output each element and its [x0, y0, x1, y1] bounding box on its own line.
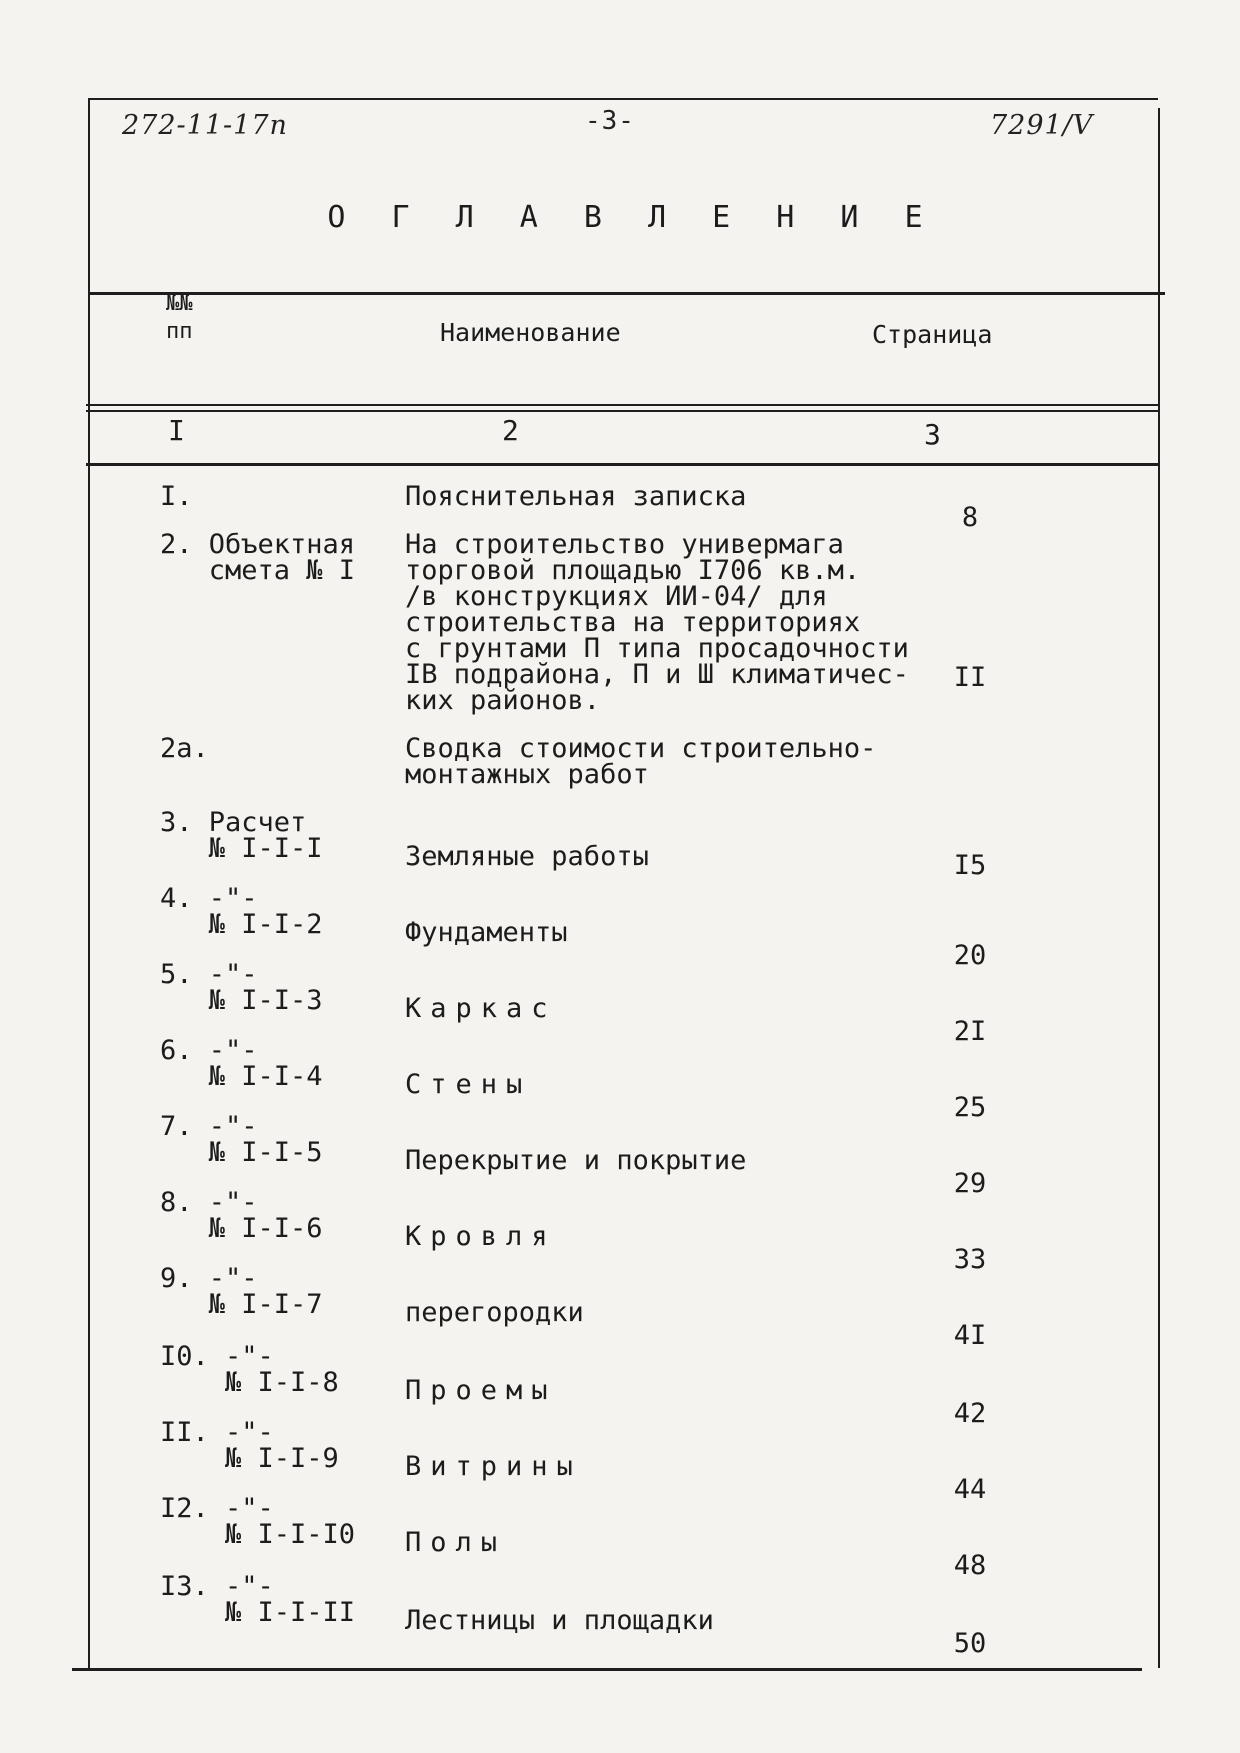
column-number-label: №№ пп: [166, 291, 193, 344]
row-number: 8. -"- № I-I-6: [160, 1187, 323, 1244]
row-page-number: 4I: [953, 1320, 987, 1351]
row-page-number: 42: [953, 1398, 987, 1429]
row-page-number: I5: [953, 850, 987, 881]
column-1-number: I: [168, 414, 185, 447]
header-bottom-rule: [86, 463, 1158, 466]
row-number: 6. -"- № I-I-4: [160, 1035, 323, 1092]
row-title: На строительство универмага торговой площадью I706 кв.м. /в конструкциях ИИ-04/ для строительства на территориях с грунтами П типа просадочности IВ подрайона, П и Ш климатичес- ких районов.: [405, 529, 909, 716]
row-title: перегородки: [405, 1297, 584, 1328]
row-title: Полы: [405, 1527, 507, 1558]
row-title: Фундаменты: [405, 917, 568, 948]
row-page-number: 48: [953, 1550, 987, 1581]
row-number: 3. Расчет № I-I-I: [160, 807, 323, 864]
row-title: Каркас: [405, 993, 557, 1024]
row-page-number: 2I: [953, 1016, 987, 1047]
left-border: [88, 98, 90, 1670]
row-title: Перекрытие и покрытие: [405, 1145, 747, 1176]
row-number: I0. -"- № I-I-8: [160, 1341, 339, 1398]
column-2-number: 2: [502, 414, 519, 447]
sheet-code: 7291/V: [990, 110, 1094, 141]
row-page-number: 8: [961, 502, 979, 533]
row-page-number: 33: [953, 1244, 987, 1275]
row-number: 4. -"- № I-I-2: [160, 883, 323, 940]
bottom-border: [72, 1668, 1142, 1671]
row-page-number: 29: [953, 1168, 987, 1199]
column-3-number: 3: [924, 418, 941, 451]
row-page-number: II: [953, 662, 987, 693]
row-page-number: 25: [953, 1092, 987, 1123]
header-mid-rule-2: [86, 410, 1158, 412]
row-title: Стены: [405, 1069, 532, 1100]
top-border: [88, 98, 1158, 100]
row-number: II. -"- № I-I-9: [160, 1417, 339, 1474]
row-page-number: 44: [953, 1474, 987, 1505]
row-number: 9. -"- № I-I-7: [160, 1263, 323, 1320]
right-border: [1158, 108, 1160, 1668]
document-code: 272-11-17п: [122, 110, 288, 141]
column-name-label: Наименование: [440, 318, 621, 347]
row-number: 2а.: [160, 733, 209, 764]
row-number: 7. -"- № I-I-5: [160, 1111, 323, 1168]
row-page-number: 50: [953, 1628, 987, 1659]
row-title: Кровля: [405, 1221, 557, 1252]
row-page-number: 20: [953, 940, 987, 971]
page-mark: -3-: [585, 106, 635, 136]
row-number: 2. Объектная смета № I: [160, 529, 356, 586]
row-title: Пояснительная записка: [405, 481, 747, 512]
row-title: Сводка стоимости строительно- монтажных работ: [405, 733, 877, 790]
column-page-label: Страница: [872, 320, 993, 349]
row-number: I2. -"- № I-I-I0: [160, 1493, 356, 1550]
row-number: I3. -"- № I-I-II: [160, 1571, 356, 1628]
row-title: Лестницы и площадки: [405, 1605, 714, 1636]
row-title: Проемы: [405, 1375, 557, 1406]
header-mid-rule: [86, 404, 1158, 406]
row-number: I.: [160, 481, 193, 512]
row-title: Витрины: [405, 1451, 582, 1482]
header-top-rule: [88, 292, 1165, 295]
page-title: О Г Л А В Л Е Н И Е: [327, 200, 937, 235]
row-number: 5. -"- № I-I-3: [160, 959, 323, 1016]
row-title: Земляные работы: [405, 841, 649, 872]
